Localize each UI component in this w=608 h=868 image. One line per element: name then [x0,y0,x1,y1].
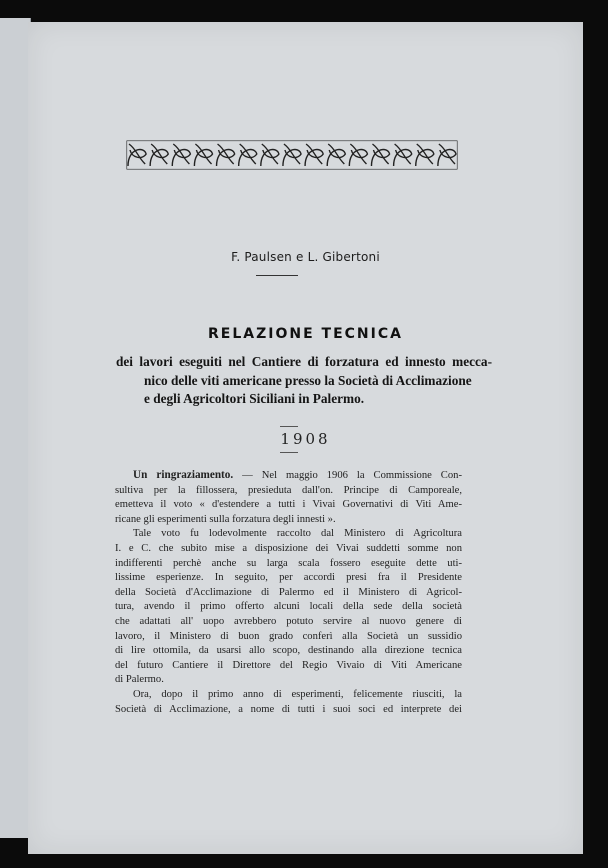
authors-line: F. Paulsen e L. Gibertoni [231,250,380,264]
facing-page-edge [0,18,31,838]
ornament-leaf [194,144,212,166]
text-line: di lire ottomila, da usarsi allo scopo, destinando alla direzione tecnica [115,645,462,657]
report-subtitle [116,353,492,409]
text-line: della Società d'Acclimazione di Palermo ed il Ministero di Agricol- [115,586,462,598]
ornament-leaf [150,144,168,166]
decorative-border-ornament [126,140,458,170]
ornament-leaf [416,144,434,166]
subtitle-line: dei lavori eseguiti nel Cantiere di forzatura ed innesto mecca- [116,354,492,369]
ornament-leaf [394,144,412,166]
text-line: Tale voto fu lodevolmente raccolto dal Ministero di Agricoltura [133,528,462,540]
text-line: di Palermo. [115,674,164,686]
divider-rule [256,275,298,276]
year-rule-top [280,426,298,427]
text-line: lavoro, il Ministero di buon grado conferì alla Società un sussidio [115,630,462,642]
text-line: ricane gli esperimenti sulla forzatura degli innesti ». [115,513,336,525]
ornament-leaf [239,144,257,166]
report-year: 1908 [280,430,331,448]
section-lead: Un ringraziamento. [133,469,234,481]
ornament-leaf [128,144,146,166]
ornament-leaf [217,144,235,166]
report-title: RELAZIONE TECNICA [208,326,403,342]
ornament-leaf [172,144,190,166]
text-line: Società di Acclimazione, a nome di tutti i suoi soci ed interprete dei [115,703,462,715]
text-line: emetteva il voto « d'estendere a tutti i Vivai Governativi di Viti Ame- [115,499,462,511]
subtitle-line: e degli Agricoltori Siciliani in Palermo. [144,391,365,406]
ornament-leaf [438,144,456,166]
ornament-leaf [261,144,279,166]
text-line: che adattati all' uopo avrebbero potuto servire al nuovo genere di [115,615,462,627]
ornament-leaf [371,144,389,166]
ornament-leaf [349,144,367,166]
text-line: tura, avendo il primo offerto alcuni locali della sede della società [115,601,462,613]
ornament-leaf [305,144,323,166]
text-line: indifferenti perchè anche su larga scala fossero eseguite dette uti- [115,557,462,569]
year-rule-bottom [280,452,298,453]
text-line: I. e C. che subito mise a disposizione dei Vivai suddetti somme non [115,542,462,554]
text-line: lissime esperienze. In seguito, per accordi presi fra il Presidente [115,572,462,584]
ornament-leaf [283,144,301,166]
document-page [28,22,583,854]
subtitle-line: nico delle viti americane presso la Società di Acclimazione [144,372,472,388]
text-line: sultiva per la fillossera, presieduta dall'on. Principe di Camporeale, [115,484,462,496]
body-text [115,468,462,717]
ornament-leaf [327,144,345,166]
text-line: Un ringraziamento. — Nel maggio 1906 la Commissione Con- [133,469,462,481]
text-line: Ora, dopo il primo anno di esperimenti, felicemente riusciti, la [133,688,462,700]
text-line: del futuro Cantiere il Direttore del Regio Vivaio di Viti Americane [115,659,462,671]
